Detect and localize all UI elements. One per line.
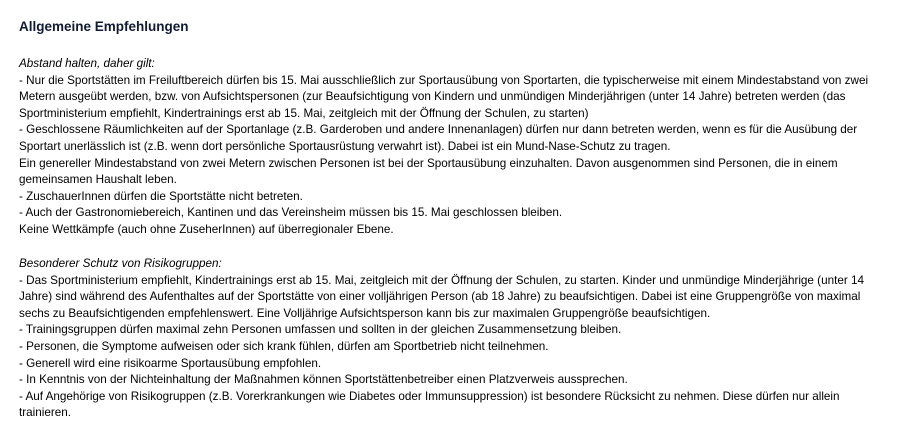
section-heading: Abstand halten, daher gilt: <box>19 57 155 70</box>
paragraph: - Auch der Gastronomiebereich, Kantinen und das Vereinsheim müssen bis 15. Mai geschlossen bleiben. <box>19 206 563 220</box>
section-distance <box>19 56 889 239</box>
paragraph: - Personen, die Symptome aufweisen oder sich krank fühlen, dürfen am Sportbetrieb nicht teilnehmen. <box>19 339 549 353</box>
paragraph: - Auf Angehörige von Risikogruppen (z.B. Vorerkrankungen wie Diabetes oder Immunsuppression) ist besondere Rücksicht zu nehmen. Diese dürfen nur allein trainieren. <box>19 389 840 420</box>
paragraph: Keine Wettkämpfe (auch ohne ZuseherInnen) auf überregionaler Ebene. <box>19 222 394 236</box>
paragraph: - Generell wird eine risikoarme Sportausübung empfohlen. <box>19 356 322 370</box>
paragraph: - Geschlossene Räumlichkeiten auf der Sportanlage (z.B. Garderoben und andere Innenanlagen) dürfen nur dann betreten werden, wenn es für die Ausübung der Sportart unerlässlich ist (z.B. wenn dort persönliche Sportausrüstung verwahrt ist). Dabei ist ein Mund-Nase-Schutz zu tragen. <box>19 123 858 153</box>
section-risk-groups <box>19 256 889 422</box>
paragraph: - Trainingsgruppen dürfen maximal zehn Personen umfassen und sollten in der gleichen Zusammensetzung bleiben. <box>19 323 622 337</box>
paragraph: - In Kenntnis von der Nichteinhaltung der Maßnahmen können Sportstättenbetreiber einen Platzverweis aussprechen. <box>19 373 628 387</box>
paragraph: - Das Sportministerium empfiehlt, Kindertrainings erst ab 15. Mai, zeitgleich mit der Öffnung der Schulen, zu starten. Kinder und unmündige Minderjährige (unter 14 Jahre) sind während des Aufenthaltes auf der Sportstätte von einer volljährigen Person (ab 18 Jahre) zu beaufsichtigen. Dabei ist eine Gruppengröße von maximal sechs zu Beaufsichtigenden empfehlenswert. Eine Volljährige Aufsichtsperson kann bis zur maximalen Gruppengröße beaufsichtigen. <box>19 273 864 320</box>
paragraph: - ZuschauerInnen dürfen die Sportstätte nicht betreten. <box>19 189 303 203</box>
page-title: Allgemeine Empfehlungen <box>19 19 189 34</box>
section-heading: Besonderer Schutz von Risikogruppen: <box>19 257 222 270</box>
paragraph: Ein genereller Mindestabstand von zwei Metern zwischen Personen ist bei der Sportausübung einzuhalten. Davon ausgenommen sind Personen, die in einem gemeinsamen Haushalt leben. <box>19 156 838 187</box>
paragraph: - Nur die Sportstätten im Freiluftbereich dürfen bis 15. Mai ausschließlich zur Sportausübung von Sportarten, die typischerweise mit einem Mindestabstand von zwei Metern ausgeübt werden, bzw. von Aufsichtspersonen (zur Beaufsichtigung von Kindern und unmündigen Minderjährigen (unter 14 Jahre) betreten werden (das Sportministerium empfiehlt, Kindertrainings erst ab 15. Mai, zeitgleich mit der Öffnung der Schulen, zu starten) <box>19 73 869 120</box>
